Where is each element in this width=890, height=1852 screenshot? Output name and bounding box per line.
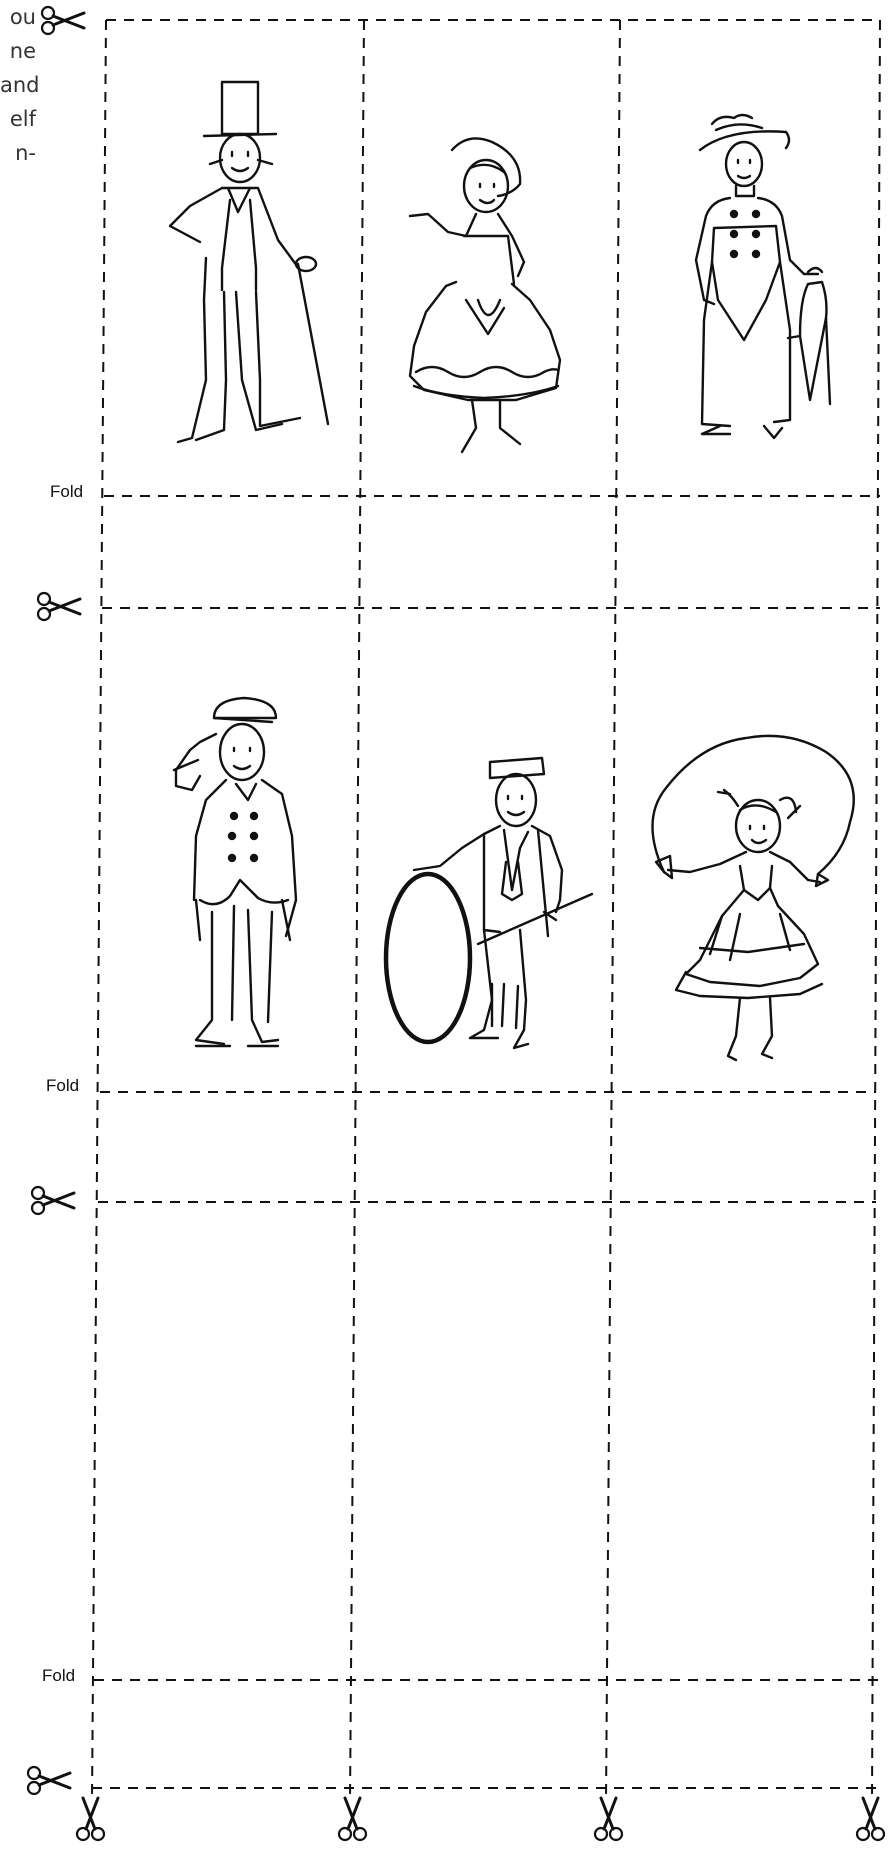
scissors-icon	[77, 1798, 104, 1840]
vertical-line-2	[350, 20, 364, 1800]
vertical-line-1	[92, 20, 106, 1800]
scissors-icon	[857, 1798, 884, 1840]
top-hat-gentleman-with-cane-figure	[170, 82, 328, 442]
cut-fold-grid	[92, 20, 880, 1800]
girl-jumping-rope-figure	[652, 736, 853, 1060]
lady-with-hat-and-umbrella-figure	[696, 115, 830, 438]
intro-line: and	[0, 73, 40, 97]
intro-line: elf	[9, 107, 36, 131]
scissors-icon	[32, 1187, 74, 1214]
conductor-saluting-figure	[174, 698, 296, 1046]
boy-with-hoop-and-stick-figure	[386, 758, 592, 1048]
bonnet-girl-with-fan-figure	[410, 138, 560, 452]
fold-label-2: Fold	[46, 1076, 80, 1095]
intro-line: ne	[9, 39, 36, 63]
vertical-line-4	[872, 20, 880, 1800]
fold-label-1: Fold	[50, 482, 84, 501]
fold-label-3: Fold	[42, 1666, 76, 1685]
scissors-icon	[28, 1767, 70, 1794]
vertical-line-3	[606, 20, 620, 1800]
scissors-icon	[42, 7, 84, 34]
intro-line: ou	[9, 5, 36, 29]
scissors-icon	[339, 1798, 366, 1840]
scissors-icon	[595, 1798, 622, 1840]
intro-line: n-	[15, 141, 36, 165]
scissors-icon	[38, 593, 80, 620]
